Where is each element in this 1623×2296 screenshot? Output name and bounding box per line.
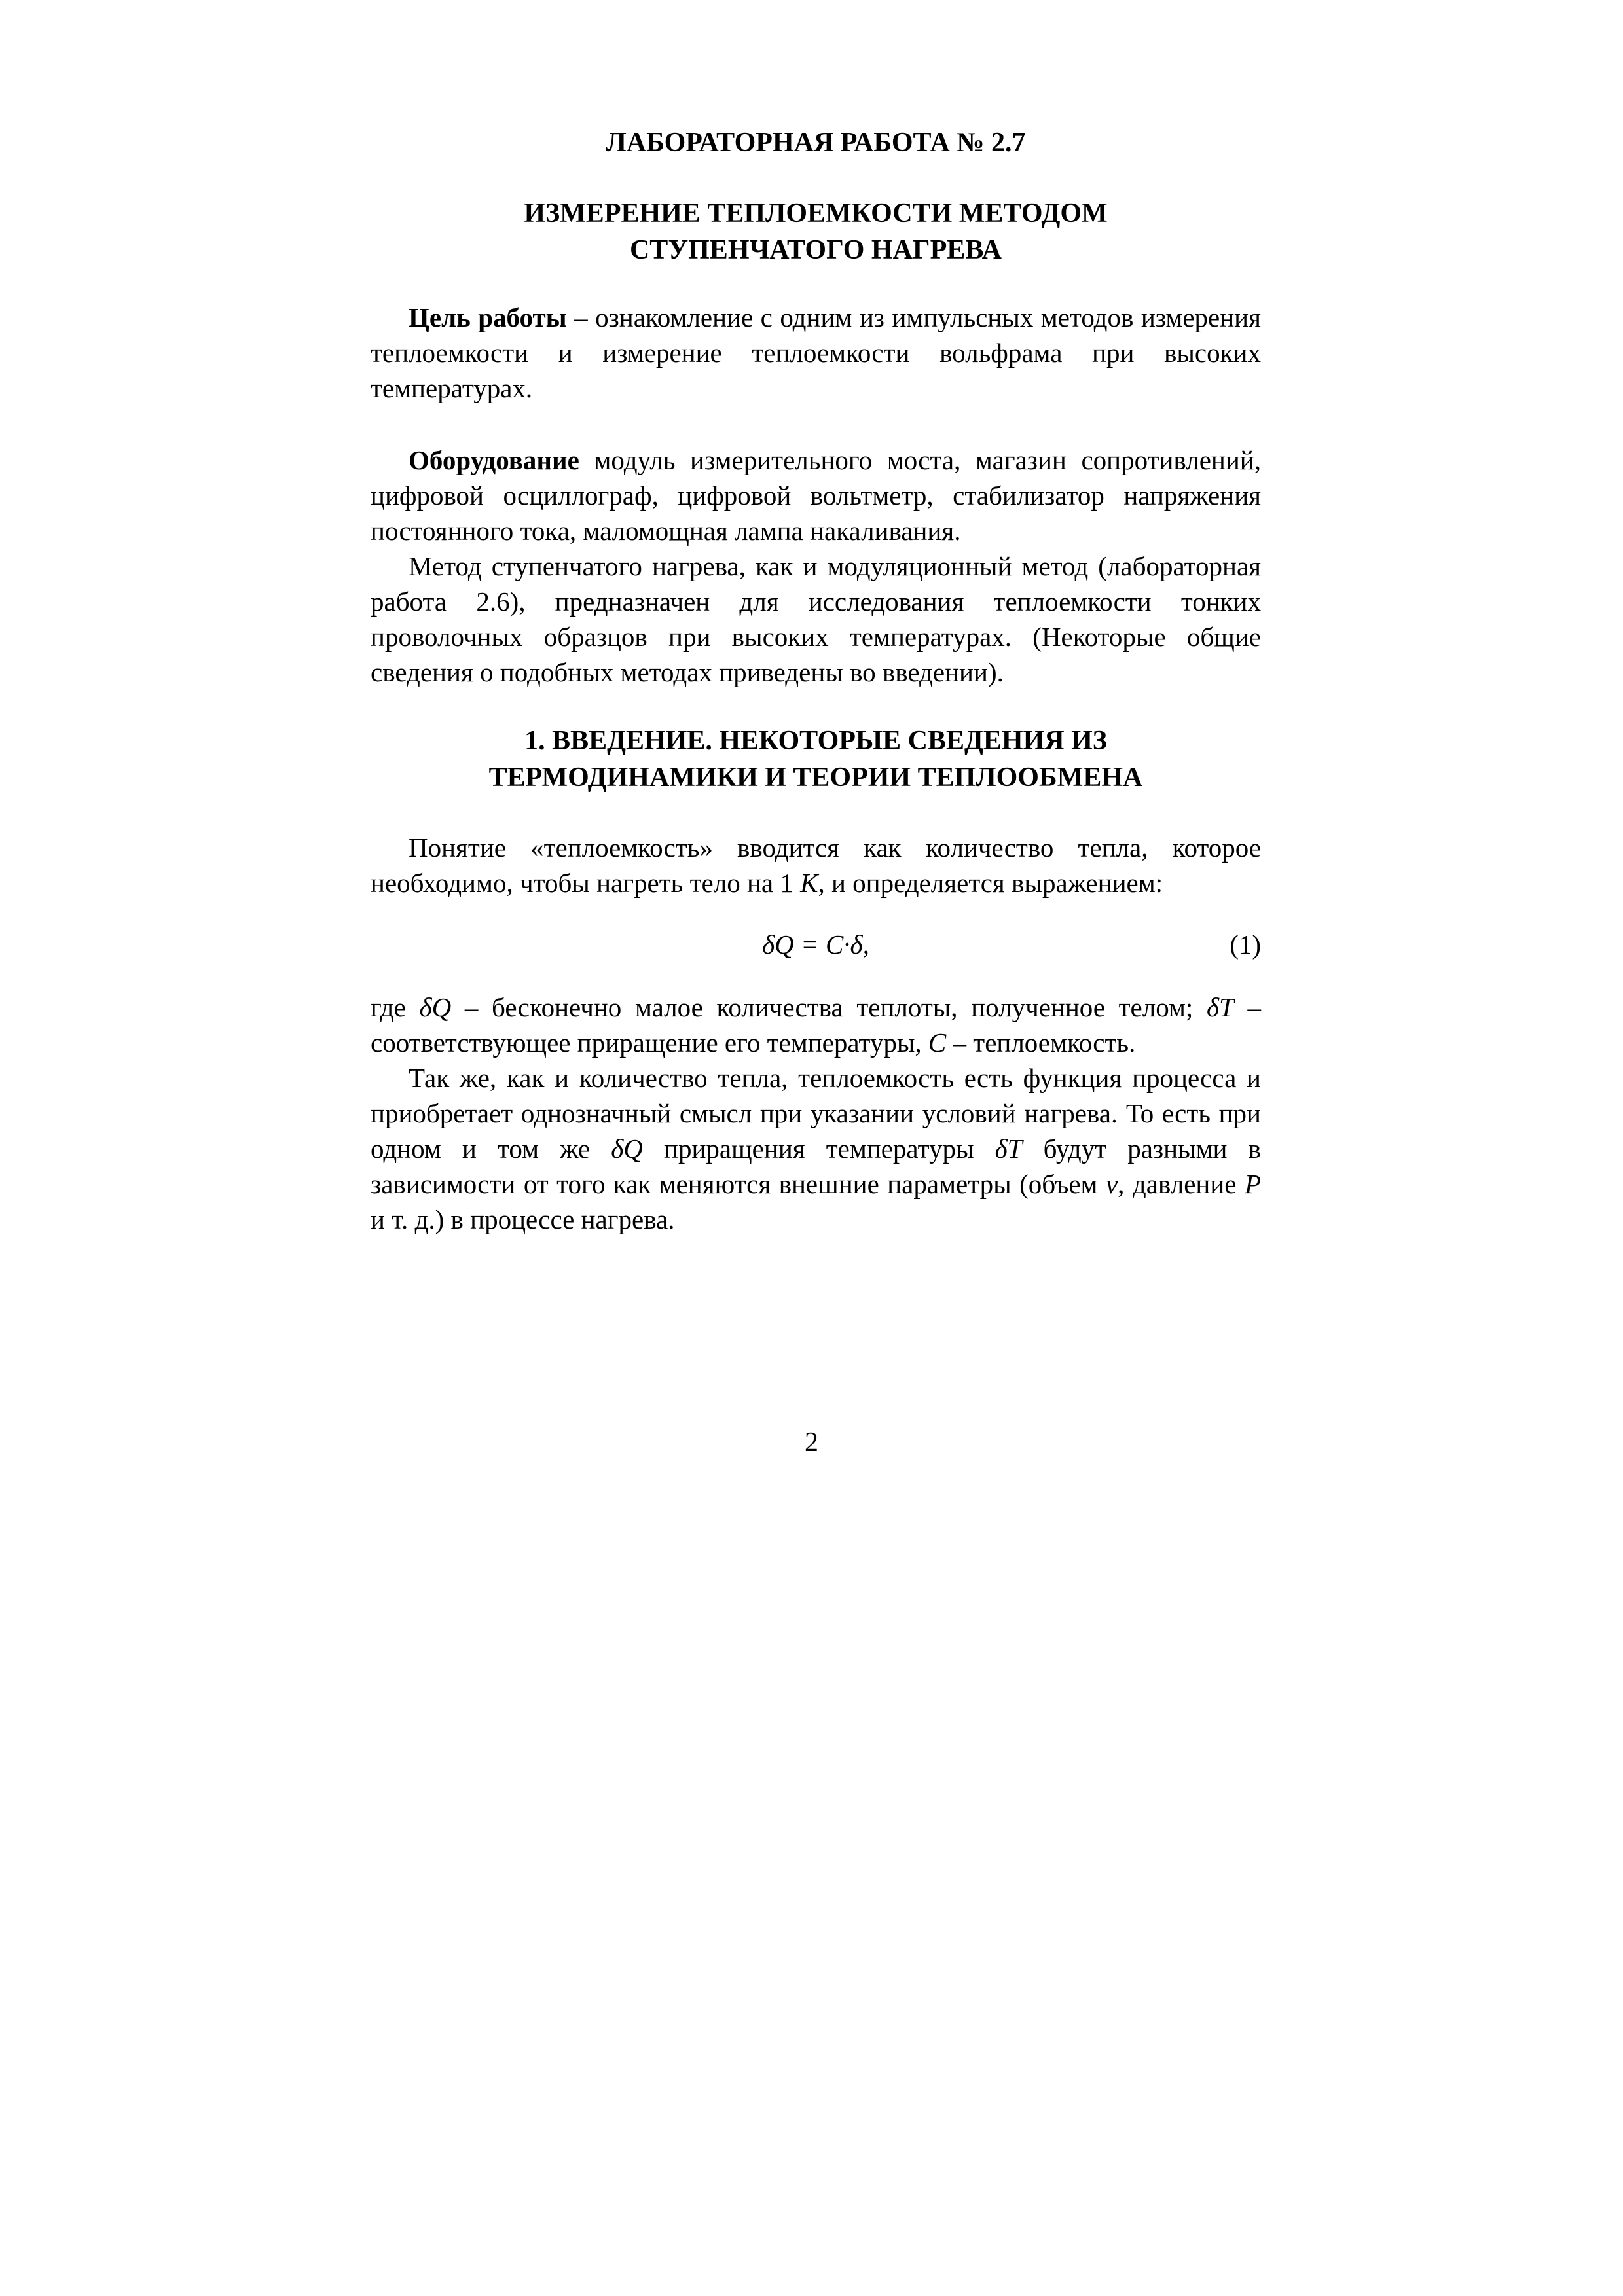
goal-paragraph xyxy=(371,300,1261,406)
process-text-d: , давление xyxy=(1118,1169,1245,1199)
definition-text: Понятие «теплоемкость» вводится как количество тепла, которое необходимо, чтобы нагреть тело на 1 xyxy=(371,833,1261,898)
process-text-e: и т. д.) в процессе нагрева. xyxy=(371,1204,675,1234)
equipment-text: модуль измерительного моста, магазин сопротивлений, цифровой осциллограф, цифровой вольтметр, стабилизатор напряжения постоянного тока, маломощная лампа накаливания. xyxy=(371,445,1261,546)
symbol-v: v xyxy=(1105,1169,1118,1199)
topic-title-line2: СТУПЕНЧАТОГО НАГРЕВА xyxy=(629,235,1002,265)
equipment-term: Оборудование xyxy=(409,445,579,475)
process-function-paragraph xyxy=(371,1060,1261,1237)
topic-title-line1: ИЗМЕРЕНИЕ ТЕПЛОЕМКОСТИ МЕТОДОМ xyxy=(524,198,1108,228)
formula-explanation xyxy=(371,990,1261,1060)
process-text-c: будут разными в зависимости от того как меняются внешние параметры (объем xyxy=(371,1134,1261,1199)
goal-text: – ознакомление с одним из импульсных методов измерения теплоемкости и измерение теплоемкости вольфрама при высоких температурах. xyxy=(371,302,1261,403)
process-text-b: приращения температуры xyxy=(642,1134,995,1164)
section-heading-line1: 1. ВВЕДЕНИЕ. НЕКОТОРЫЕ СВЕДЕНИЯ ИЗ xyxy=(524,726,1107,756)
symbol-p: P xyxy=(1244,1169,1261,1199)
process-text-a: Так же, как и количество тепла, теплоемкость есть функция процесса и приобретает однозначный смысл при указании условий нагрева. То есть при одном и том же xyxy=(371,1063,1261,1164)
definition-end: , и определяется выражением: xyxy=(818,868,1163,898)
formula-row xyxy=(371,919,1261,970)
symbol-c: C xyxy=(928,1028,947,1058)
symbol-dt: δT xyxy=(1206,992,1234,1022)
equation-number: (1) xyxy=(1230,929,1261,960)
kelvin-unit: K xyxy=(800,868,818,898)
c-definition: – теплоемкость. xyxy=(946,1028,1136,1058)
dt-definition: – соответствующее приращение его температуры, xyxy=(371,992,1261,1058)
symbol-dt-2: δT xyxy=(994,1134,1023,1164)
goal-term: Цель работы xyxy=(409,302,567,332)
symbol-dq: δQ xyxy=(419,992,452,1022)
lab-title: ЛАБОРАТОРНАЯ РАБОТА № 2.7 xyxy=(606,128,1026,158)
method-paragraph: Метод ступенчатого нагрева, как и модуляционный метод (лабораторная работа 2.6), предназначен для исследования теплоемкости тонких проволочных образцов при высоких температурах. (Некоторые общие сведения о подобных методах приведены во введении). xyxy=(371,551,1261,687)
where-prefix: где xyxy=(371,992,420,1022)
section-heading-line2: ТЕРМОДИНАМИКИ И ТЕОРИИ ТЕПЛООБМЕНА xyxy=(488,762,1143,793)
section-heading xyxy=(371,723,1261,796)
equipment-paragraph xyxy=(371,442,1261,548)
page-content xyxy=(371,124,1261,1237)
dq-definition: – бесконечно малое количества теплоты, полученное телом; xyxy=(451,992,1207,1022)
symbol-dq-2: δQ xyxy=(611,1134,643,1164)
heat-capacity-definition xyxy=(371,830,1261,901)
page-number: 2 xyxy=(805,1427,818,1458)
topic-title xyxy=(371,195,1261,268)
formula: δQ = C·δ, xyxy=(762,929,869,960)
